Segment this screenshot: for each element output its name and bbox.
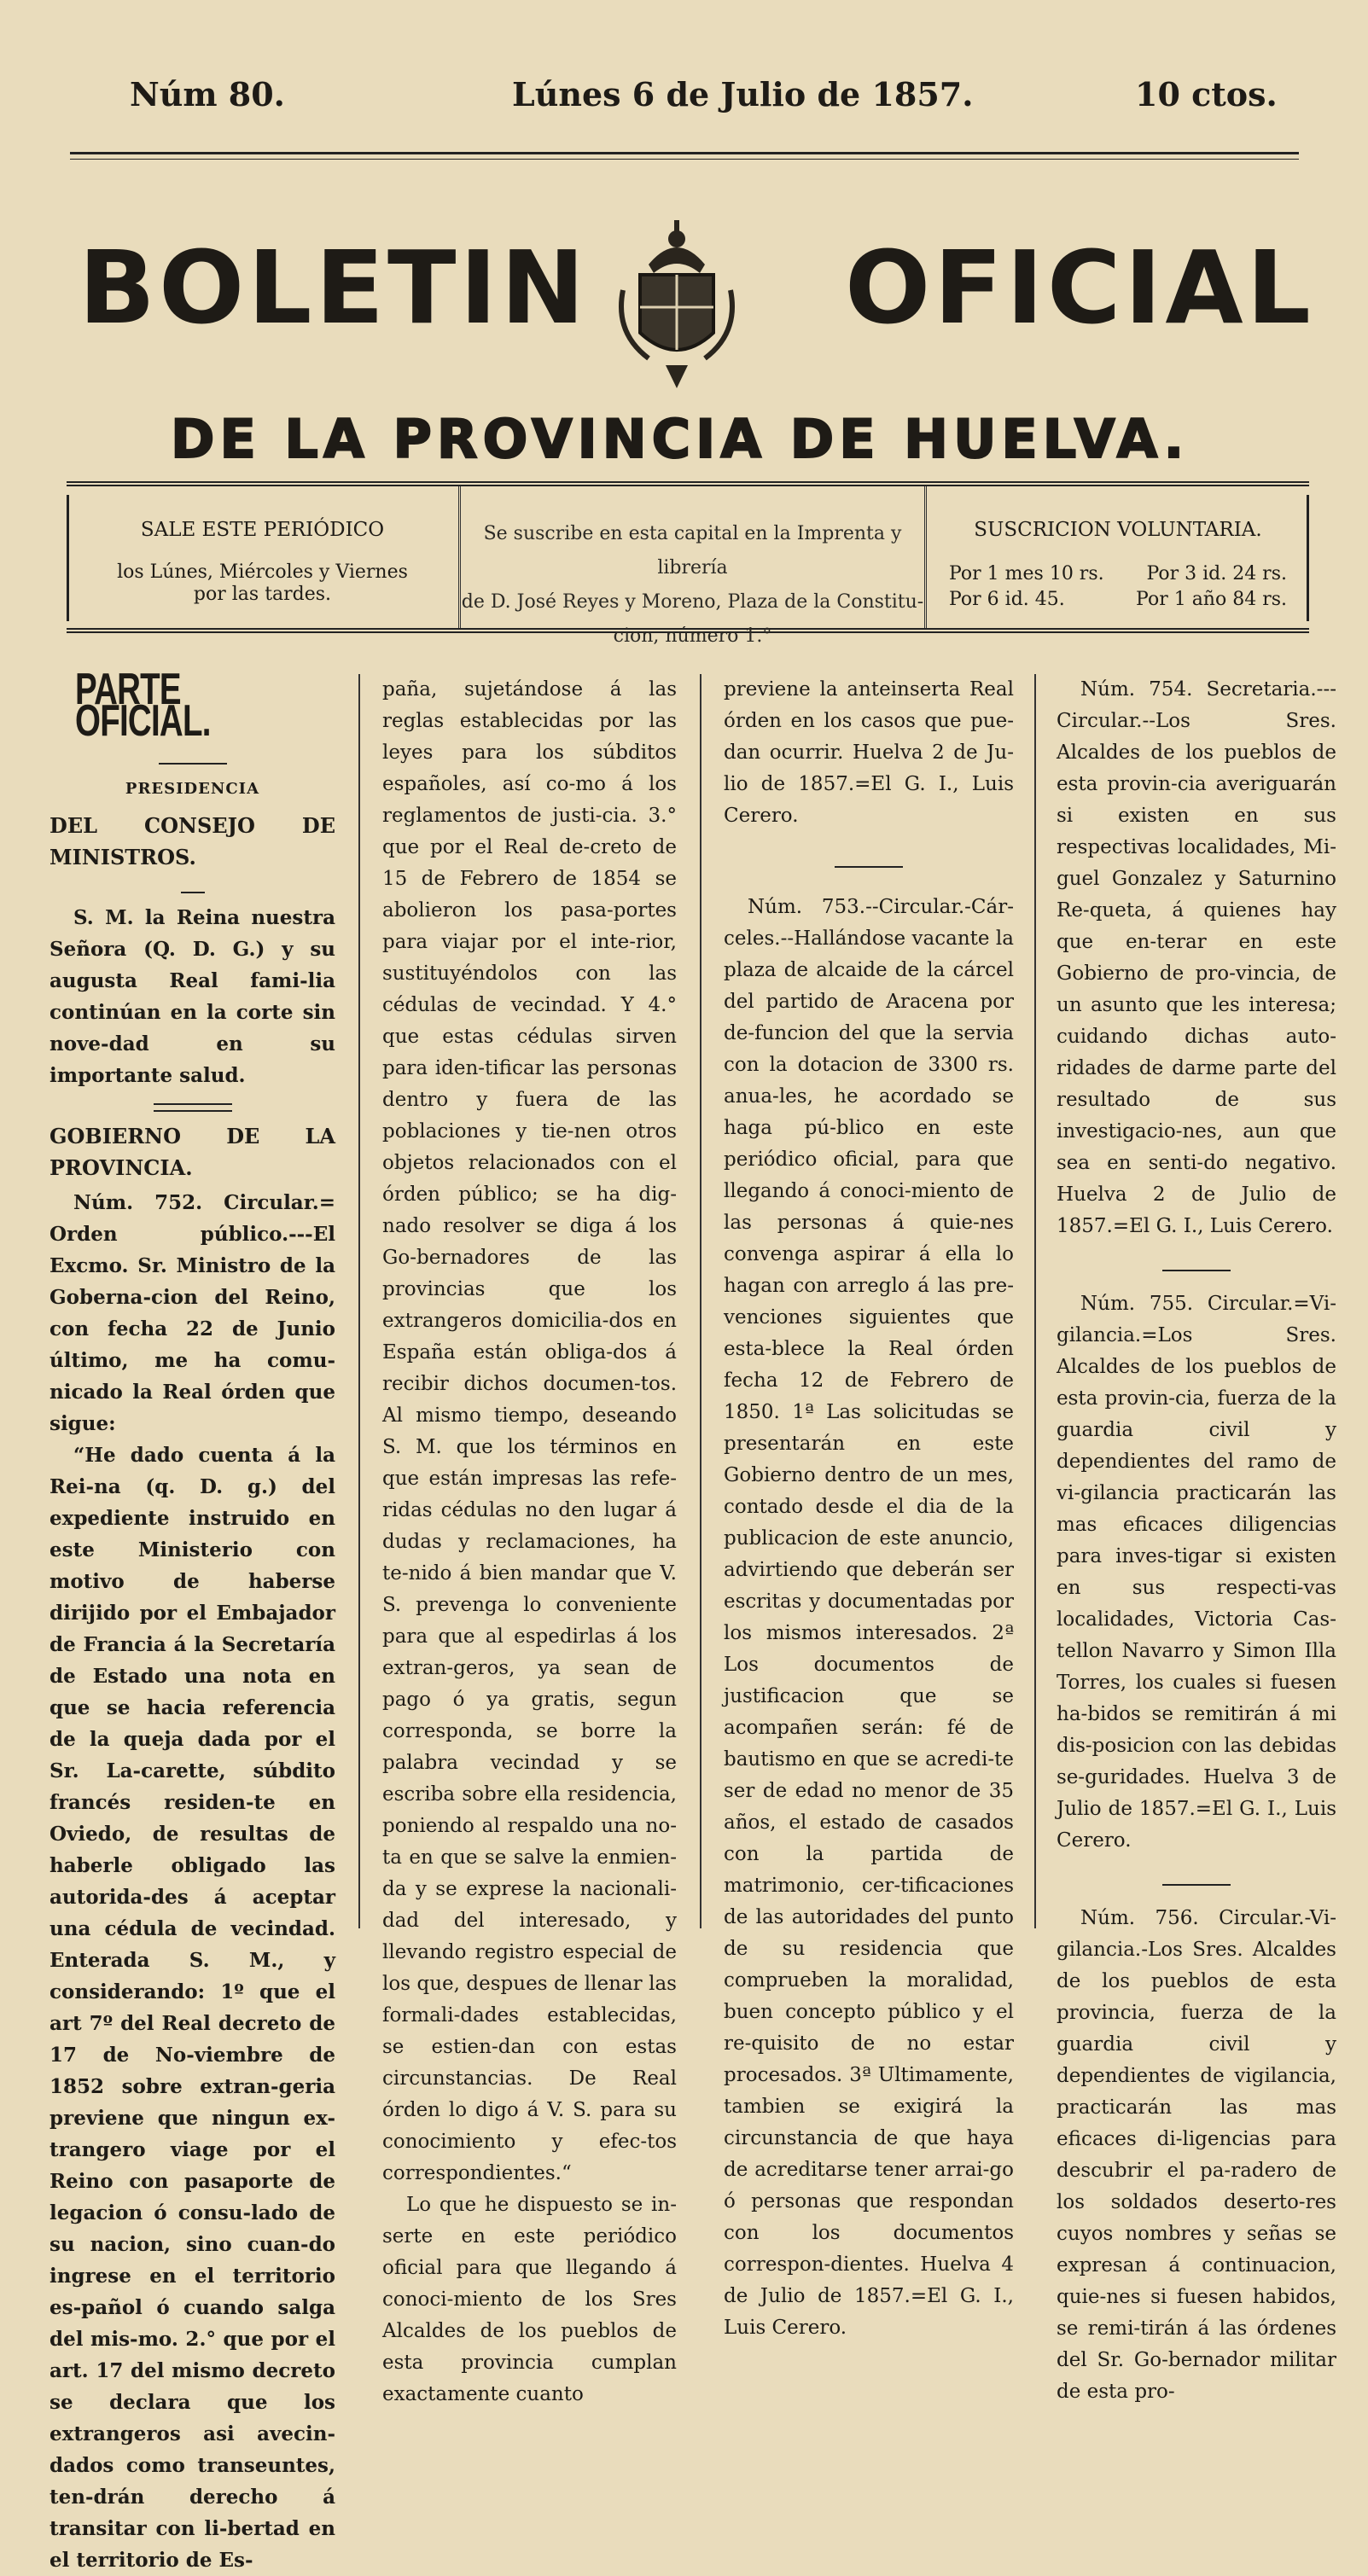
rate-1-month: Por 1 mes 10 rs. (949, 563, 1104, 584)
column-3 (724, 674, 1014, 2344)
circular-752-intro: Núm. 752. Circular.= Orden público.---El Excmo. Sr. Ministro de la Goberna-cion del Reino, con fecha 22 de Junio último, me ha comu-nicado la Real órden que sigue: (49, 1191, 335, 1435)
consejo-heading: DEL CONSEJO DE MINISTROS. (49, 813, 335, 869)
ornament (49, 1098, 335, 1114)
ornament (724, 854, 1014, 869)
subscription-box (67, 481, 1309, 647)
ornament (1057, 1872, 1336, 1887)
section-title-parte-oficial: PARTE OFICIAL. (75, 665, 211, 746)
rates-title: SUSCRICION VOLUNTARIA. (974, 519, 1262, 541)
column-2 (382, 674, 677, 2410)
rate-3-months: Por 3 id. 24 rs. (1146, 563, 1287, 584)
column-rule (1034, 674, 1036, 1928)
column-rule (358, 674, 360, 1928)
header-rule-thin (70, 159, 1299, 160)
column-rule (700, 674, 701, 1928)
presidencia-heading: PRESIDENCIA (125, 780, 260, 798)
box-left-edge (67, 495, 69, 621)
schedule-days: los Lúnes, Miércoles y Viernes (117, 561, 408, 583)
circular-753: Núm. 753.--Circular.-Cár-celes.--Hallándose vacante la plaza de alcaide de la cárcel del partido de Aracena por de-funcion del que la servia con la dotacion de 3300 rs. anua-les, he acordado se haga pú-blico en este periódico oficial, para que llegando á conoci-miento de las personas á quie-nes convenga aspirar á ella lo hagan con arreglo á las pre-venciones siguientes que esta-blece la Real órden fecha 12 de Febrero de 1850. 1ª Las solicitudas se presentarán en este Gobierno dentro de un mes, contado desde el dia de la publicacion de este anuncio, advirtiendo que deberán ser escritas y documentadas por los mismos interesados. 2ª Los documentos de justificacion que se acompañen serán: fé de bautismo en que se acredi-te ser de edad no menor de 35 años, el estado de casados con la partida de matrimonio, cer-tificaciones de las autoridades del punto de su residencia que comprueben la moralidad, buen concepto público y el re-quisito de no estar procesados. 3ª Ultimamente, tambien se exigirá la circunstancia de que haya de acreditarse tener arrai-go ó personas que respondan con los documentos correspon-dientes. Huelva 4 de Julio de 1857.=El G. I., Luis Cerero. (724, 896, 1014, 2339)
schedule-title: SALE ESTE PERIÓDICO (140, 519, 385, 541)
circular-755: Núm. 755. Circular.=Vi-gilancia.=Los Sres. Alcaldes de los pueblos de esta provin-cia, fuerza de la guardia civil y dependientes del ramo de vi-gilancia practicarán las mas eficaces diligencias para inves-tigar si existen en sus respecti-vas localidades, Victoria Cas-tellon Navarro y Simon Illa Torres, los cuales si fuesen ha-bidos se remitirán á mi dis-posicion con las debidas se-guridades. Huelva 3 de Julio de 1857.=El G. I., Luis Cerero. (1057, 1293, 1336, 1852)
circular-752-signature: previene la anteinserta Real órden en los casos que pue-dan ocurrir. Huelva 2 de Ju-lio de 1857.=El G. I., Luis Cerero. (724, 678, 1014, 827)
circular-756: Núm. 756. Circular.-Vi-gilancia.-Los Sres. Alcaldes de los pueblos de esta provincia, fuerza de la guardia civil y dependientes de vigilancia, practicarán las mas eficaces di-ligencias para descubrir el pa-radero de los soldados deserto-res cuyos nombres y señas se expresan á continuacion, quie-nes si fuesen habidos, se remi-tirán á las órdenes del Sr. Go-bernador militar de esta pro- (1057, 1907, 1336, 2403)
masthead-title-right: OFICIAL (845, 229, 1314, 346)
circular-752-continued: paña, sujetándose á las reglas establecidas por las leyes para los súbditos españoles, así co-mo á los reglamentos de justi-cia. 3.° que por el Real de-creto de 15 de Febrero de 1854 se abolieron los pasa-portes para viajar por el inte-rior, sustituyéndolos con las cédulas de vecindad. Y 4.° que estas cédulas sirven para iden-tificar las personas dentro y fuera de las poblaciones y tie-nen otros objetos relacionados con el órden público; se ha dig-nado resolver se diga á los Go-bernadores de las provincias que los extrangeros domicilia-dos en España están obliga-dos á recibir dichos documen-tos. Al mismo tiempo, deseando S. M. que los términos en que están impresas las refe-ridas cédulas no den lugar á dudas y reclamaciones, ha te-nido á bien mandar que V. S. prevenga lo conveniente para que al espedirlas á los extran-geros, ya sean de pago ó ya gratis, segun corresponda, se borre la palabra vecindad y se escriba sobre ella residencia, poniendo al respaldo una no-ta en que se salve la enmien-da y se exprese la nacionali-dad del interesado, y llevando registro especial de los que, despues de llenar las formali-dades establecidas, se estien-dan con estas circunstancias. De Real órden lo digo á V. S. para su conocimiento y efec-tos correspondientes.“ (382, 678, 677, 2184)
gobierno-heading: GOBIERNO DE LA PROVINCIA. (49, 1124, 335, 1180)
circular-752-text: “He dado cuenta á la Rei-na (q. D. g.) del expediente instruido en este Ministerio con motivo de haberse dirijido por el Embajador de Francia á la Secretaría de Estado una nota en que se hacia referencia de la queja dada por el Sr. La-carette, súbdito francés residen-te en Oviedo, de resultas de haberle obligado las autorida-des á aceptar una cédula de vecindad. Enterada S. M., y considerando: 1º que el art 7º del Real decreto de 17 de No-viembre de 1852 sobre extran-geria previene que ningun ex-trangero viage por el Reino con pasaporte de legacion ó consu-lado de su nacion, sino cuan-do ingrese en el territorio es-pañol ó cuando salga del mis-mo. 2.° que por el art. 17 del mismo decreto se declara que los extrangeros asi avecin-dados como transeuntes, ten-drán derecho á transitar con li-bertad en el territorio de Es- (49, 1444, 335, 2572)
column-1 (49, 665, 335, 2576)
column-4 (1057, 674, 1336, 2408)
place-line-3: cion, número 1.° (613, 625, 772, 647)
issue-date: Lúnes 6 de Julio de 1857. (512, 75, 974, 113)
rate-1-year: Por 1 año 84 rs. (1136, 589, 1287, 610)
issue-number: Núm 80. (130, 75, 285, 113)
box-right-edge (1307, 495, 1309, 621)
schedule-time: por las tardes. (193, 584, 332, 605)
circular-754: Núm. 754. Secretaria.--- Circular.--Los Sres. Alcaldes de los pueblos de esta provin-cia averiguarán si existen en sus respectivas localidades, Mi-guel Gonzalez y Saturnino Re-queta, á quienes hay que en-terar en este Gobierno de pro-vincia, de un asunto que les interesa; cuidando dichas auto-ridades de darme parte del resultado de sus investigacio-nes, aun que sea en senti-do negativo. Huelva 2 de Julio de 1857.=El G. I., Luis Cerero. (1057, 678, 1336, 1237)
masthead-subtitle: DE LA PROVINCIA DE HUELVA. (171, 408, 1190, 470)
publication-schedule (67, 486, 461, 628)
ornament (1057, 1258, 1336, 1273)
ornament (49, 751, 335, 766)
place-line-1: Se suscribe en esta capital en la Imprenta y librería (483, 523, 902, 579)
rate-6-months: Por 6 id. 45. (949, 589, 1065, 610)
circular-752-closing: Lo que he dispuesto se in-serte en este periódico oficial para que llegando á conoci-miento de los Sres Alcaldes de los pueblos de esta provincia cumplan exactamente cuanto (382, 2194, 677, 2405)
header-rule (70, 152, 1299, 154)
coat-of-arms-icon (614, 213, 739, 393)
place-line-2: de D. José Reyes y Moreno, Plaza de la Constitu- (461, 591, 924, 613)
royal-health-notice: S. M. la Reina nuestra Señora (Q. D. G.) y su augusta Real fami-lia continúan en la corte sin nove-dad en su importante salud. (49, 906, 335, 1087)
subscription-rates (927, 486, 1309, 628)
ornament (49, 880, 335, 895)
masthead-title-left: BOLETIN (79, 229, 589, 346)
issue-price: 10 ctos. (1135, 75, 1278, 113)
subscription-place (461, 486, 927, 647)
